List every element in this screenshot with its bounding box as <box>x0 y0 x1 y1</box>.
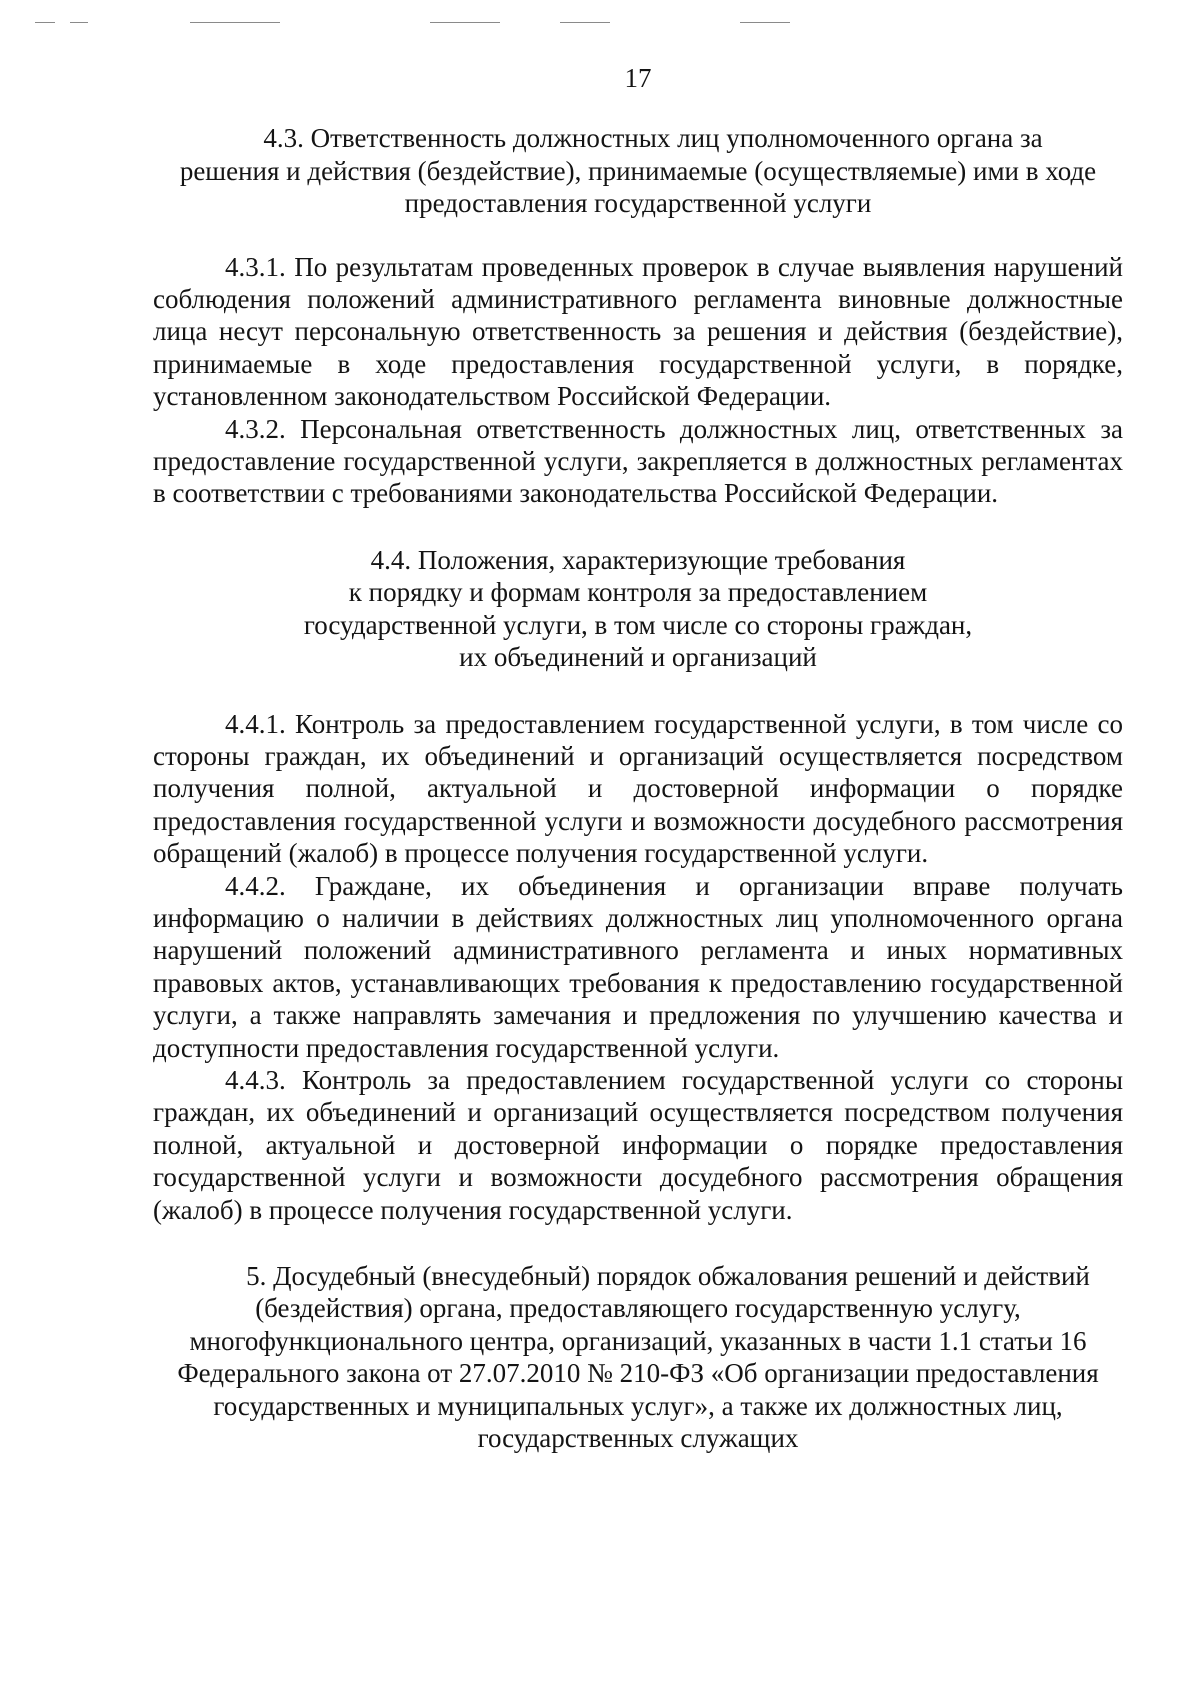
heading-line: решения и действия (бездействие), принимаемые (осуществляемые) ими в ходе <box>179 155 1097 186</box>
scan-edge-marks <box>0 0 1200 28</box>
heading-line: государственных и муниципальных услуг», а также их должностных лиц, <box>213 1390 1063 1421</box>
paragraph-4-4-2: 4.4.2. Граждане, их объединения и организации вправе получать информацию о наличии в действиях должностных лиц уполномоченного органа нарушений положений административного регламента и иных нормативных правовых актов, устанавливающих требования к предоставлению государственной услуги, а также направлять замечания и предложения по улучшению качества и доступности предоставления государственной услуги. <box>153 870 1123 1063</box>
heading-line: многофункционального центра, организаций, указанных в части 1.1 статьи 16 <box>189 1325 1087 1356</box>
heading-line: 4.3. Ответственность должностных лиц уполномоченного органа за <box>263 123 1043 154</box>
heading-line: 5. Досудебный (внесудебный) порядок обжалования решений и действий <box>246 1261 1090 1291</box>
heading-line: к порядку и формам контроля за предоставлением <box>348 577 928 608</box>
heading-line: их объединений и организаций <box>459 642 817 673</box>
heading-line: (бездействия) органа, предоставляющего государственную услугу, <box>255 1293 1021 1324</box>
paragraph-4-3-2: 4.3.2. Персональная ответственность должностных лиц, ответственных за предоставление государственной услуги, закрепляется в должностных регламентах в соответствии с требованиями законодательства Российской Федерации. <box>153 413 1123 509</box>
paragraph-4-3-1: 4.3.1. По результатам проведенных проверок в случае выявления нарушений соблюдения положений административного регламента виновные должностные лица несут персональную ответственность за решения и действия (бездействие), принимаемые в ходе предоставления государственной услуги, в порядке, установленном законодательством Российской Федерации. <box>153 251 1123 412</box>
section-heading-4-4 <box>153 544 1123 674</box>
document-page <box>153 62 1123 1454</box>
heading-line: предоставления государственной услуги <box>404 188 872 219</box>
paragraph-4-4-1: 4.4.1. Контроль за предоставлением государственной услуги, в том числе со стороны граждан, их объединений и организаций осуществляется посредством получения полной, актуальной и достоверной информации о порядке предоставления государственной услуги и возможности досудебного рассмотрения обращений (жалоб) в процессе получения государственной услуги. <box>153 708 1123 869</box>
paragraph-4-4-3: 4.4.3. Контроль за предоставлением государственной услуги со стороны граждан, их объединений и организаций осуществляется посредством получения полной, актуальной и достоверной информации о порядке предоставления государственной услуги и возможности досудебного рассмотрения обращения (жалоб) в процессе получения государственной услуги. <box>153 1064 1123 1225</box>
section-heading-4-3 <box>153 122 1123 219</box>
heading-line: 4.4. Положения, характеризующие требования <box>370 544 906 575</box>
heading-line: государственной услуги, в том числе со стороны граждан, <box>303 609 973 640</box>
heading-line: государственных служащих <box>477 1423 799 1454</box>
page-number: 17 <box>624 63 652 93</box>
section-heading-5 <box>153 1260 1123 1454</box>
heading-line: Федерального закона от 27.07.2010 № 210-ФЗ «Об организации предоставления <box>177 1358 1099 1389</box>
